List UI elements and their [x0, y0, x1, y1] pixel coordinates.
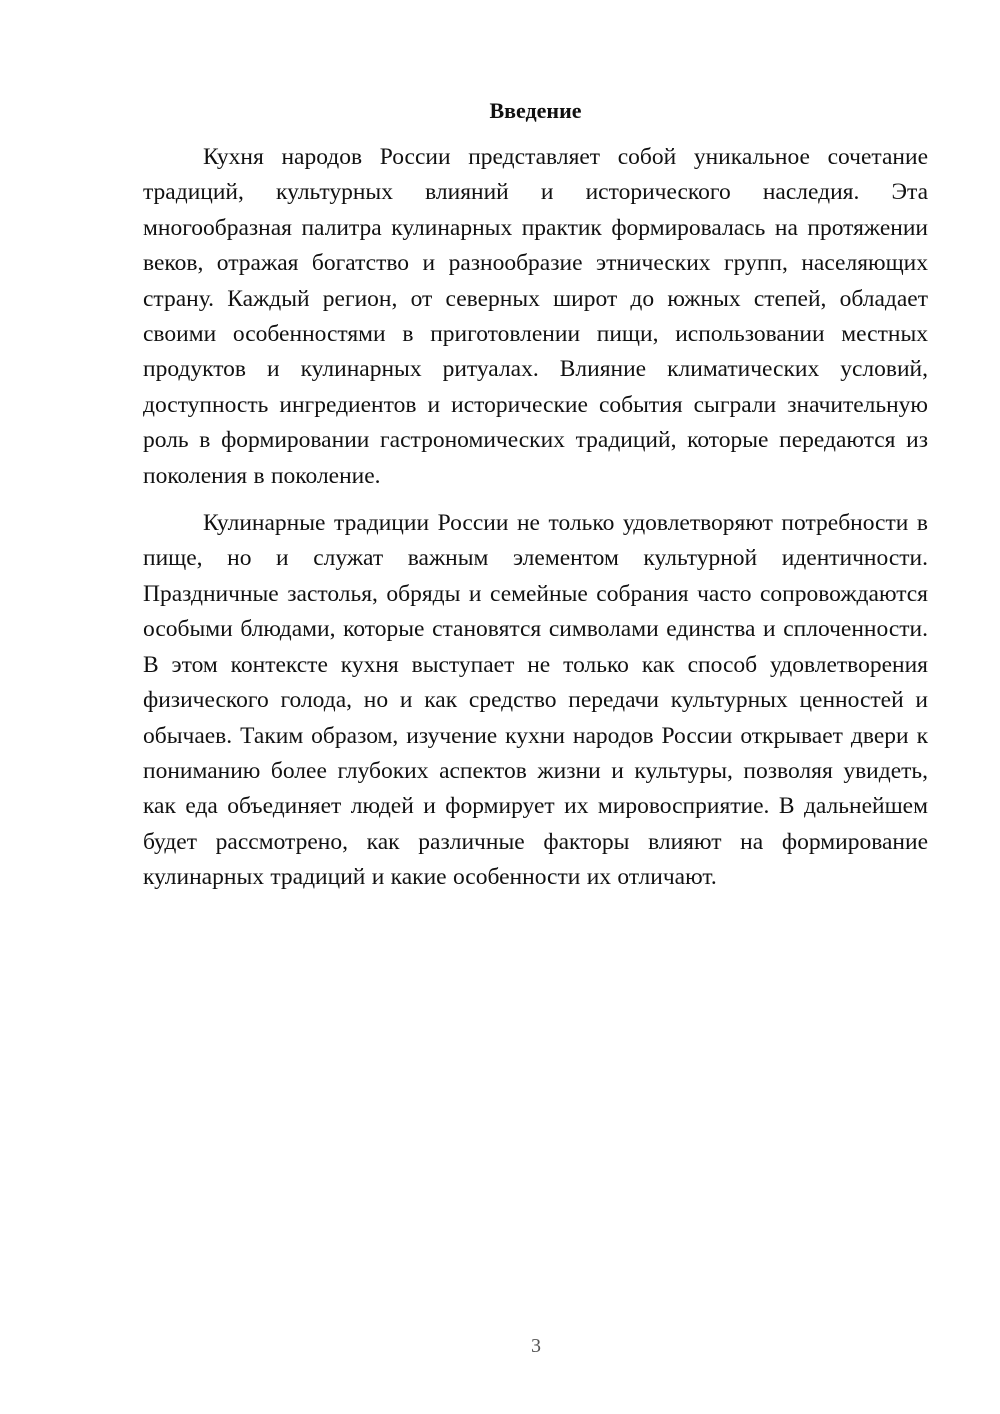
- section-title: Введение: [489, 98, 582, 123]
- paragraph-2: Кулинарные традиции России не только удовлетворяют потребности в пище, но и служат важным элементом культурной идентичности. Праздничные застолья, обряды и семейные собрания часто сопровождаются особыми блюдами, которые становятся символами единства и сплоченности. В этом контексте кухня выступает не только как способ удовлетворения физического голода, но и как средство передачи культурных ценностей и обычаев. Таким образом, изучение кухни народов России открывает двери к пониманию более глубоких аспектов жизни и культуры, позволяя увидеть, как еда объединяет людей и формирует их мировосприятие. В дальнейшем будет рассмотрено, как различные факторы влияют на формирование кулинарных традиций и какие особенности их отличают.: [143, 510, 928, 891]
- page-number: 3: [531, 1335, 541, 1357]
- page-content: [143, 94, 928, 896]
- paragraph-1: Кухня народов России представляет собой уникальное сочетание традиций, культурных влияний и исторического наследия. Эта многообразная палитра кулинарных практик формировалась на протяжении веков, отражая богатство и разнообразие этнических групп, населяющих страну. Каждый регион, от северных широт до южных степей, обладает своими особенностями в приготовлении пищи, использовании местных продуктов и кулинарных ритуалах. Влияние климатических условий, доступность ингредиентов и исторические события сыграли значительную роль в формировании гастрономических традиций, которые передаются из поколения в поколение.: [143, 144, 928, 489]
